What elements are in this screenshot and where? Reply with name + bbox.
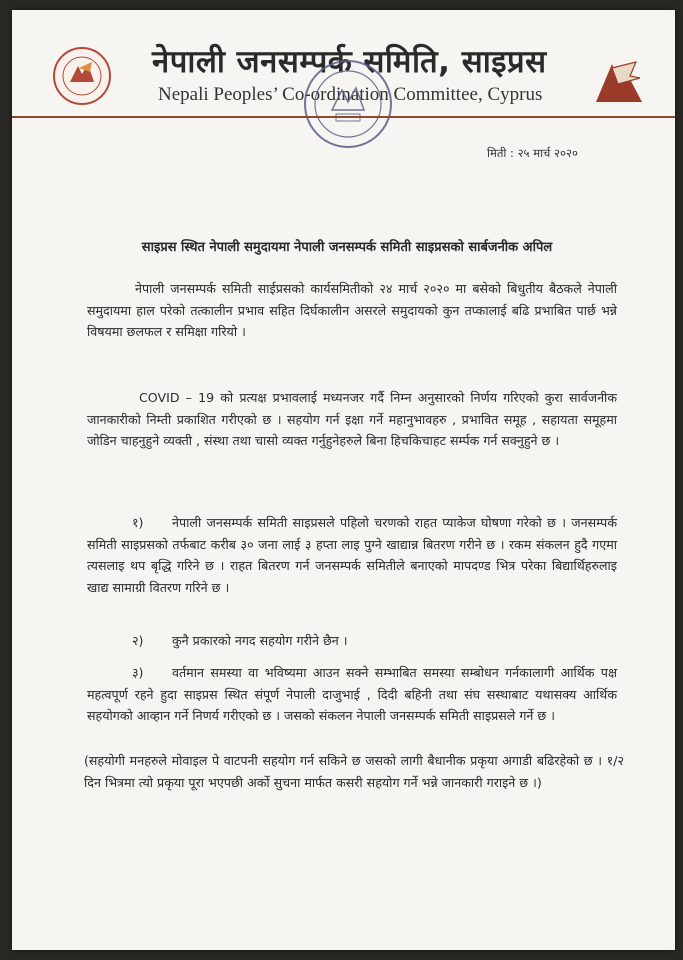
covid-paragraph: COVID – 19 को प्रत्यक्ष प्रभावलाई मध्यनजर गर्दै निम्न अनुसारको निर्णय गरिएको कुरा सार्वजनीक जानकारीको निम्ती प्रकाशित गरीएको छ । सहयोग गर्न इक्षा गर्ने महानुभावहरु , प्रभावित समूह , सहायता समूहमा जोडिन चाहनुहुने व्यक्ती , संस्था तथा चासो व्यक्त गर्नुहुनेहरुले बिना हिचकिचाहट सर्म्पक गर्न सक्नुहुने छ ।: [87, 390, 617, 448]
list-item: [87, 662, 617, 727]
letter-date: मिती : २५ मार्च २०२०: [487, 146, 578, 160]
item-text: कुनै प्रकारको नगद सहयोग गरीने छैन ।: [172, 633, 348, 648]
letterhead-title-english: Nepali Peoples’ Co-ordination Committee, Cyprus: [158, 84, 543, 105]
npcc-seal-icon: [52, 46, 112, 106]
header-divider: [12, 116, 675, 118]
note-paragraph: (सहयोगी मनहरुले मोवाइल पे वाटपनी सहयोग गर्न सकिने छ जसको लागी बैधानीक प्रकृया अगाडी बढिरहेको छ । १/२ दिन भित्रमा त्यो प्रकृया पूरा भएपछी अर्को सुचना मार्फत कसरी सहयोग गर्ने भन्ने जानकारी गराइने छ ।): [84, 753, 624, 790]
intro-paragraph: नेपाली जनसम्पर्क समिती साईप्रसको कार्यसमितीको २४ मार्च २०२० मा बसेको बिधुतीय बैठकले नेपाली समुदायमा हाल परेको तत्कालीन प्रभाव सहित दिर्घकालीन असरले समुदायको कुन तप्कालाई बढि प्रभाबित पार्छ भन्ने विषयमा छलफल र समिक्षा गरियो ।: [87, 281, 617, 339]
official-stamp-icon: [302, 58, 394, 150]
item-text: वर्तमान समस्या वा भविष्यमा आउन सक्ने सम्भाबित समस्या सम्बोधन गर्नकालागी आर्थिक पक्ष महत्वपूर्ण रहने हुदा साइप्रस स्थित संपूर्ण नेपाली दाजुभाई , दिदी बहिनी तथा संघ सस्थाबाट यथासक्य आर्थिक सहयोगको आव्हान गर्ने निणर्य गरीएको छ । जसको संकलन नेपाली जनसम्पर्क समिती साइप्रसले गर्ने छ ।: [87, 665, 617, 723]
letter-page: [12, 10, 675, 950]
item-number: ३): [132, 665, 144, 680]
item-number: २): [132, 633, 144, 648]
list-item: [87, 630, 617, 652]
list-item: [87, 512, 617, 598]
letterhead-title-nepali: नेपाली जनसम्पर्क समिति, साइप्रस: [152, 44, 547, 80]
document-heading: साइप्रस स्थित नेपाली समुदायमा नेपाली जनसम्पर्क समिती साइप्रसको सार्बजनीक अपिल: [141, 240, 553, 255]
flag-logo-icon: [590, 58, 648, 106]
item-number: १): [132, 515, 144, 530]
item-text: नेपाली जनसम्पर्क समिती साइप्रसले पहिलो चरणको राहत प्याकेज घोषणा गरेको छ । जनसम्पर्क समिती साइप्रसको तर्फबाट करीब ३० जना लाई ३ हप्ता लाइ पुग्ने खाद्यान्न बितरण गरीने छ । रकम संकलन हुदै गएमा त्यसलाइ थप बृद्धि गरिने छ । राहत बितरण गर्न जनसम्पर्क समितीले बनाएको मापदण्ड भित्र परेका बिद्यार्थिहरुलाइ खाद्य सामाग्री वितरण गरिने छ ।: [87, 515, 617, 595]
